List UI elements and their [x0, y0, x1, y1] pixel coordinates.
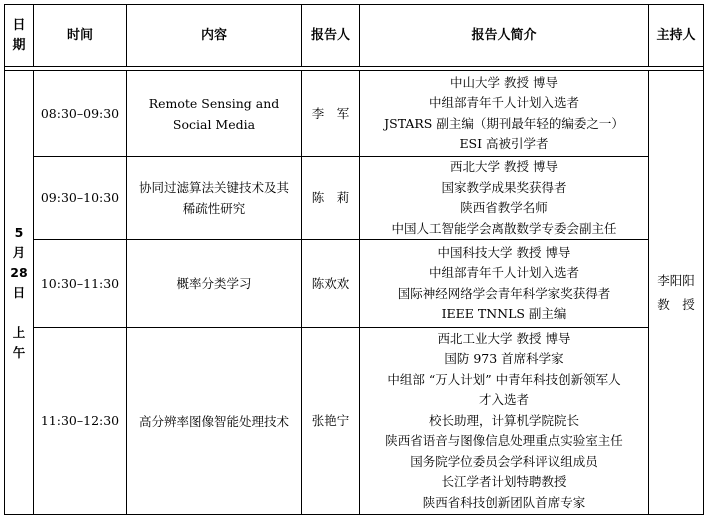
- time-cell: 11:30–12:30: [34, 328, 127, 515]
- intro-line: IEEE TNNLS 副主编: [441, 306, 567, 321]
- header-row: [5, 5, 704, 67]
- intro-line: 陕西省语音与图像信息处理重点实验室主任: [385, 433, 623, 449]
- table-row: [5, 328, 704, 515]
- intro-line: 国务院学位委员会学科评议组成员: [410, 453, 598, 469]
- intro-line: 陕西省教学名师: [460, 200, 548, 215]
- intro-line: ESI 高被引学者: [459, 136, 549, 151]
- intro-line: 西北大学 教授 博导: [450, 159, 558, 174]
- host-title: 教 授: [657, 296, 695, 312]
- time-cell: 10:30–11:30: [34, 240, 127, 328]
- intro-line: 中组部青年千人计划入选者: [428, 265, 579, 280]
- intro-line: 才入选者: [478, 392, 529, 408]
- header-reporter: 报告人: [302, 5, 360, 67]
- host-name: 李阳阳: [657, 272, 695, 288]
- intro-line: 国际神经网络学会青年科学家奖获得者: [397, 285, 611, 301]
- intro-cell: [360, 71, 649, 157]
- reporter-cell: 陈欢欢: [302, 240, 360, 328]
- date-gap: [5, 303, 33, 323]
- header-host: 主持人: [649, 5, 704, 67]
- intro-line: 长江学者计划特聘教授: [441, 474, 567, 490]
- date-char: 午: [12, 344, 26, 360]
- intro-line: 国家教学成果奖获得者: [441, 179, 567, 195]
- intro-line: 陕西省科技创新团队首席专家: [422, 494, 586, 510]
- schedule-table: [4, 4, 704, 515]
- content-cell: 高分辨率图像智能处理技术: [127, 328, 302, 515]
- intro-line: 中组部青年千人计划入选者: [428, 95, 579, 110]
- intro-line: 校长助理，计算机学院院长: [428, 412, 579, 428]
- date-char: 5: [14, 224, 24, 240]
- content-cell: 概率分类学习: [127, 240, 302, 328]
- host-cell: [649, 71, 704, 515]
- header-content: 内容: [127, 5, 302, 67]
- header-intro: 报告人简介: [360, 5, 649, 67]
- reporter-cell: 李 军: [302, 71, 360, 157]
- time-cell: 09:30–10:30: [34, 157, 127, 240]
- date-char: 上: [12, 324, 26, 340]
- content-cell: Remote Sensing and Social Media: [127, 71, 302, 157]
- intro-cell: [360, 240, 649, 328]
- date-char: 28: [10, 264, 28, 280]
- intro-cell: [360, 328, 649, 515]
- reporter-cell: 张艳宁: [302, 328, 360, 515]
- content-cell: 协同过滤算法关键技术及其稀疏性研究: [127, 157, 302, 240]
- date-cell: [5, 71, 34, 515]
- intro-line: 中国人工智能学会离散数学专委会副主任: [391, 220, 617, 236]
- intro-line: 中国科技大学 教授 博导: [437, 244, 571, 260]
- intro-line: 中山大学 教授 博导: [450, 74, 558, 90]
- date-char: 月: [12, 244, 26, 260]
- intro-cell: [360, 157, 649, 240]
- time-cell: 08:30–09:30: [34, 71, 127, 157]
- header-date-label: 日期: [12, 17, 26, 53]
- date-char: 日: [12, 284, 26, 300]
- table-row: [5, 240, 704, 328]
- header-date: [5, 5, 34, 67]
- intro-line: 西北工业大学 教授 博导: [437, 330, 571, 346]
- intro-line: 中组部 “万人计划” 中青年科技创新领军人: [387, 371, 621, 387]
- intro-line: 国防 973 首席科学家: [444, 351, 564, 367]
- table-row: [5, 71, 704, 157]
- table-row: [5, 157, 704, 240]
- header-time: 时间: [34, 5, 127, 67]
- reporter-cell: 陈 莉: [302, 157, 360, 240]
- intro-line: JSTARS 副主编（期刊最年轻的编委之一）: [384, 115, 624, 131]
